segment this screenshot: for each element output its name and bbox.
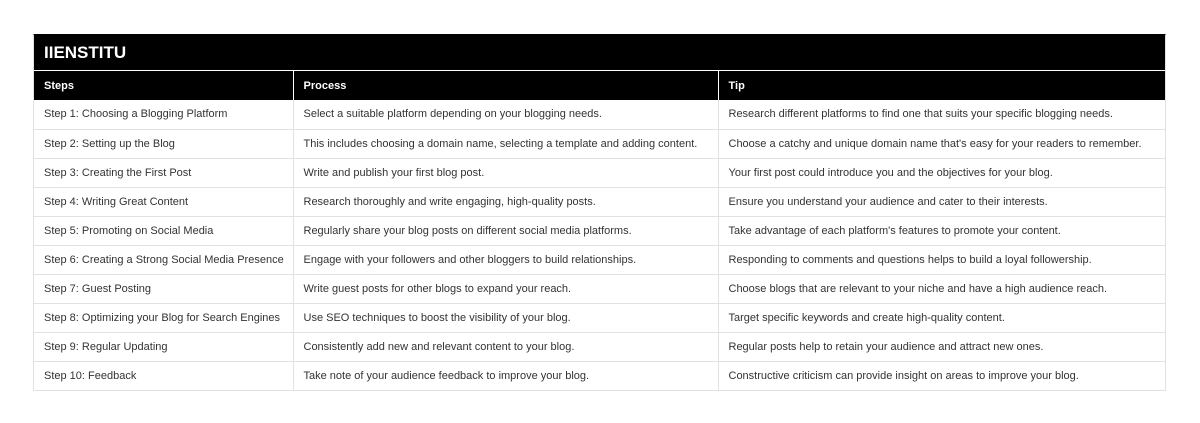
tip-cell: Your first post could introduce you and the objectives for your blog.	[718, 158, 1165, 187]
step-cell: Step 4: Writing Great Content	[34, 187, 293, 216]
tip-cell: Choose a catchy and unique domain name that's easy for your readers to remember.	[718, 129, 1165, 158]
process-cell: Research thoroughly and write engaging, high-quality posts.	[293, 187, 718, 216]
table-row	[34, 216, 1165, 245]
tip-cell: Take advantage of each platform's features to promote your content.	[718, 216, 1165, 245]
table-row	[34, 274, 1165, 303]
tip-cell: Regular posts help to retain your audience and attract new ones.	[718, 332, 1165, 361]
table-row	[34, 303, 1165, 332]
brand-title: IIENSTITU	[34, 35, 1165, 71]
step-cell: Step 8: Optimizing your Blog for Search Engines	[34, 303, 293, 332]
step-cell: Step 7: Guest Posting	[34, 274, 293, 303]
step-cell: Step 5: Promoting on Social Media	[34, 216, 293, 245]
table-row	[34, 158, 1165, 187]
step-cell: Step 3: Creating the First Post	[34, 158, 293, 187]
table-row	[34, 129, 1165, 158]
step-cell: Step 10: Feedback	[34, 361, 293, 390]
process-cell: Take note of your audience feedback to improve your blog.	[293, 361, 718, 390]
tip-cell: Research different platforms to find one that suits your specific blogging needs.	[718, 100, 1165, 129]
table-row	[34, 187, 1165, 216]
tip-cell: Choose blogs that are relevant to your niche and have a high audience reach.	[718, 274, 1165, 303]
table-header-row	[34, 71, 1165, 100]
table-row	[34, 100, 1165, 129]
process-cell: Use SEO techniques to boost the visibility of your blog.	[293, 303, 718, 332]
tip-cell: Ensure you understand your audience and cater to their interests.	[718, 187, 1165, 216]
column-header-tip: Tip	[718, 71, 1165, 100]
step-cell: Step 9: Regular Updating	[34, 332, 293, 361]
process-cell: This includes choosing a domain name, selecting a template and adding content.	[293, 129, 718, 158]
column-header-process: Process	[293, 71, 718, 100]
table-row	[34, 361, 1165, 390]
tip-cell: Responding to comments and questions helps to build a loyal followership.	[718, 245, 1165, 274]
table-row	[34, 245, 1165, 274]
process-cell: Consistently add new and relevant content to your blog.	[293, 332, 718, 361]
step-cell: Step 6: Creating a Strong Social Media Presence	[34, 245, 293, 274]
process-cell: Engage with your followers and other bloggers to build relationships.	[293, 245, 718, 274]
tip-cell: Target specific keywords and create high-quality content.	[718, 303, 1165, 332]
step-cell: Step 1: Choosing a Blogging Platform	[44, 108, 228, 121]
step-cell: Step 2: Setting up the Blog	[34, 129, 293, 158]
tip-cell: Constructive criticism can provide insight on areas to improve your blog.	[718, 361, 1165, 390]
process-cell: Write guest posts for other blogs to expand your reach.	[293, 274, 718, 303]
process-cell: Write and publish your first blog post.	[293, 158, 718, 187]
steps-table	[34, 71, 1165, 390]
steps-table-container	[33, 34, 1166, 391]
table-row	[34, 332, 1165, 361]
process-cell: Regularly share your blog posts on different social media platforms.	[293, 216, 718, 245]
process-cell: Select a suitable platform depending on your blogging needs.	[293, 100, 718, 129]
column-header-steps: Steps	[34, 71, 293, 100]
